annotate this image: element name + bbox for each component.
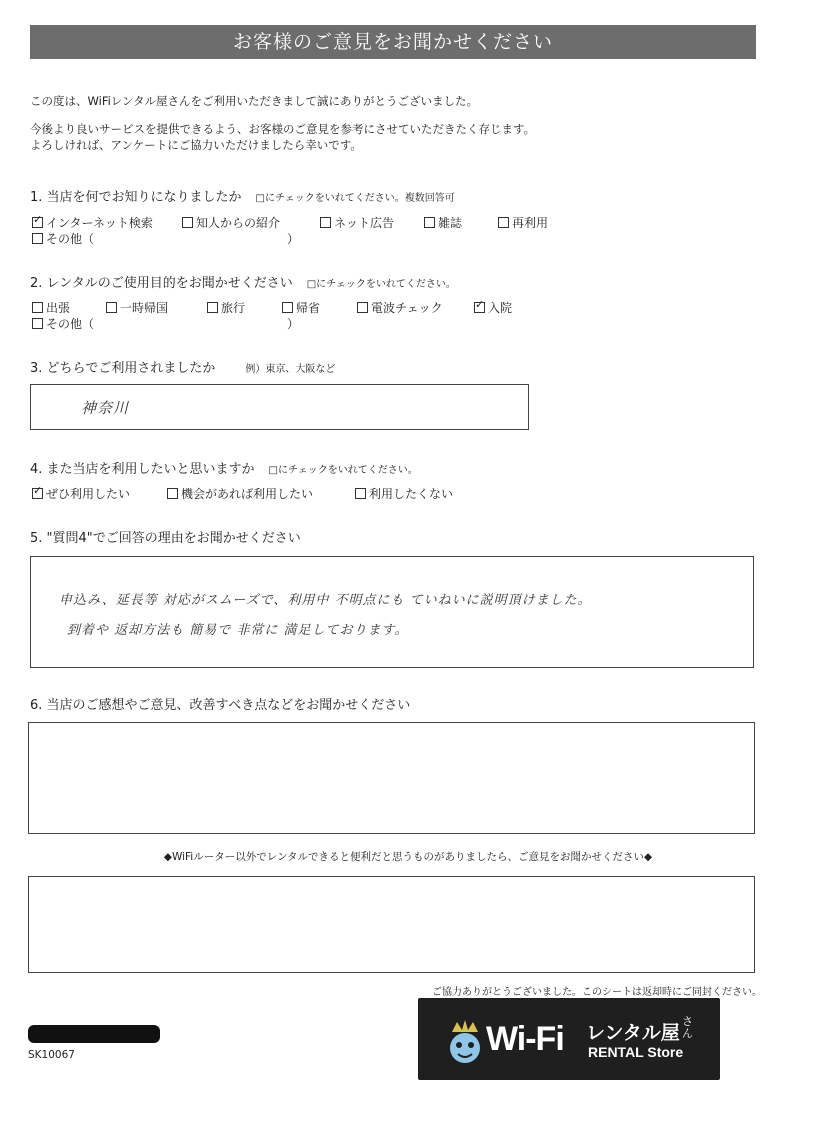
question-1-note: □にチェックをいれてください。複数回答可 [255,193,455,204]
q1-other-close: ） [287,232,300,246]
q2-option-travel[interactable]: 旅行 [207,299,245,316]
q2-other-close: ） [287,317,300,331]
q4-option-if-chance[interactable]: 機会があれば利用したい [167,485,313,502]
question-4 [30,458,418,477]
q2-option-business[interactable]: 出張 [32,299,70,316]
question-3-note: 例）東京、大阪など [245,364,336,375]
question-5-title: 5. "質問4"でご回答の理由をお聞かせください [30,531,301,546]
q1-option-other[interactable]: その他（ [32,230,94,247]
checkbox[interactable] [182,217,193,228]
q2-option-temp-return[interactable]: 一時帰国 [106,299,168,316]
checkbox[interactable] [167,488,178,499]
serial-number: SK10067 [28,1049,75,1061]
intro-line-2: 今後より良いサービスを提供できるよう、お客様のご意見を参考にさせていただきたく存じます。 [30,122,536,136]
q3-answer: 神奈川 [81,399,130,417]
logo-san-text: さん [682,1015,693,1040]
checkbox[interactable] [32,318,43,329]
checkbox[interactable] [32,233,43,244]
q4-option-definitely[interactable]: ✓ぜひ利用したい [32,485,130,502]
question-4-note: □にチェックをいれてください。 [268,465,418,476]
q1-option-net-ad[interactable]: ネット広告 [320,214,394,231]
redacted-code [28,1025,160,1043]
q1-option-magazine[interactable]: 雑誌 [424,214,462,231]
logo-wifi-text: Wi-Fi [486,1020,564,1058]
question-6-title: 6. 当店のご感想やご意見、改善すべき点などをお聞かせください [30,698,411,713]
q5-answer-line-2: 到着や 返却方法も 簡易で 非常に 満足しております。 [67,623,409,638]
question-3 [30,357,335,376]
q2-option-homecoming[interactable]: 帰省 [282,299,320,316]
question-2 [30,272,456,291]
q1-option-referral[interactable]: 知人からの紹介 [182,214,280,231]
checkbox-checked[interactable] [474,302,485,313]
q2-option-hospital[interactable]: ✓ 入院 [474,299,512,316]
logo-english-text: RENTAL Store [588,1044,684,1060]
checkbox[interactable] [106,302,117,313]
logo-japanese-text: レンタル屋 [586,1022,680,1044]
intro-line-1: この度は、WiFiレンタル屋さんをご利用いただきまして誠にありがとうございました。 [30,94,479,108]
checkbox[interactable] [282,302,293,313]
question-2-note: □にチェックをいれてください。 [306,279,456,290]
q3-answer-box[interactable] [30,384,529,430]
checkbox[interactable] [498,217,509,228]
question-3-title: 3. どちらでご利用されましたか [30,361,216,376]
checkbox[interactable] [32,302,43,313]
mascot-icon [444,1018,486,1066]
question-1-title: 1. 当店を何でお知りになりましたか [30,190,242,205]
question-4-title: 4. また当店を利用したいと思いますか [30,462,255,477]
checkbox-checked[interactable] [32,488,43,499]
intro-line-3: よろしければ、アンケートにご協力いただけましたら幸いです。 [30,138,362,152]
extra-question-title: ◆WiFiルーター以外でレンタルできると便利だと思うものがありましたら、ご意見をお聞かせください◆ [163,851,653,863]
checkbox-checked[interactable] [32,217,43,228]
question-2-title: 2. レンタルのご使用目的をお聞かせください [30,276,293,291]
q1-option-reuse[interactable]: 再利用 [498,214,548,231]
checkbox[interactable] [424,217,435,228]
q2-option-other[interactable]: その他（ [32,315,94,332]
footer-thanks: ご協力ありがとうございました。このシートは返却時にご同封ください。 [432,987,762,998]
checkbox[interactable] [207,302,218,313]
q5-answer-line-1: 申込み、延長等 対応がスムーズで、利用中 不明点にも ていねいに説明頂けました。 [59,593,592,608]
q4-option-no[interactable]: 利用したくない [355,485,453,502]
checkbox[interactable] [355,488,366,499]
extra-answer-box[interactable] [28,876,755,973]
checkbox[interactable] [357,302,368,313]
page-title: お客様のご意見をお聞かせください [30,25,756,59]
q1-option-internet[interactable]: ✓インターネット検索 [32,214,153,231]
company-logo [418,998,720,1080]
question-1 [30,186,455,205]
checkbox[interactable] [320,217,331,228]
q2-option-signal-check[interactable]: 電波チェック [357,299,443,316]
q6-answer-box[interactable] [28,722,755,834]
q5-answer-box[interactable] [30,556,754,668]
